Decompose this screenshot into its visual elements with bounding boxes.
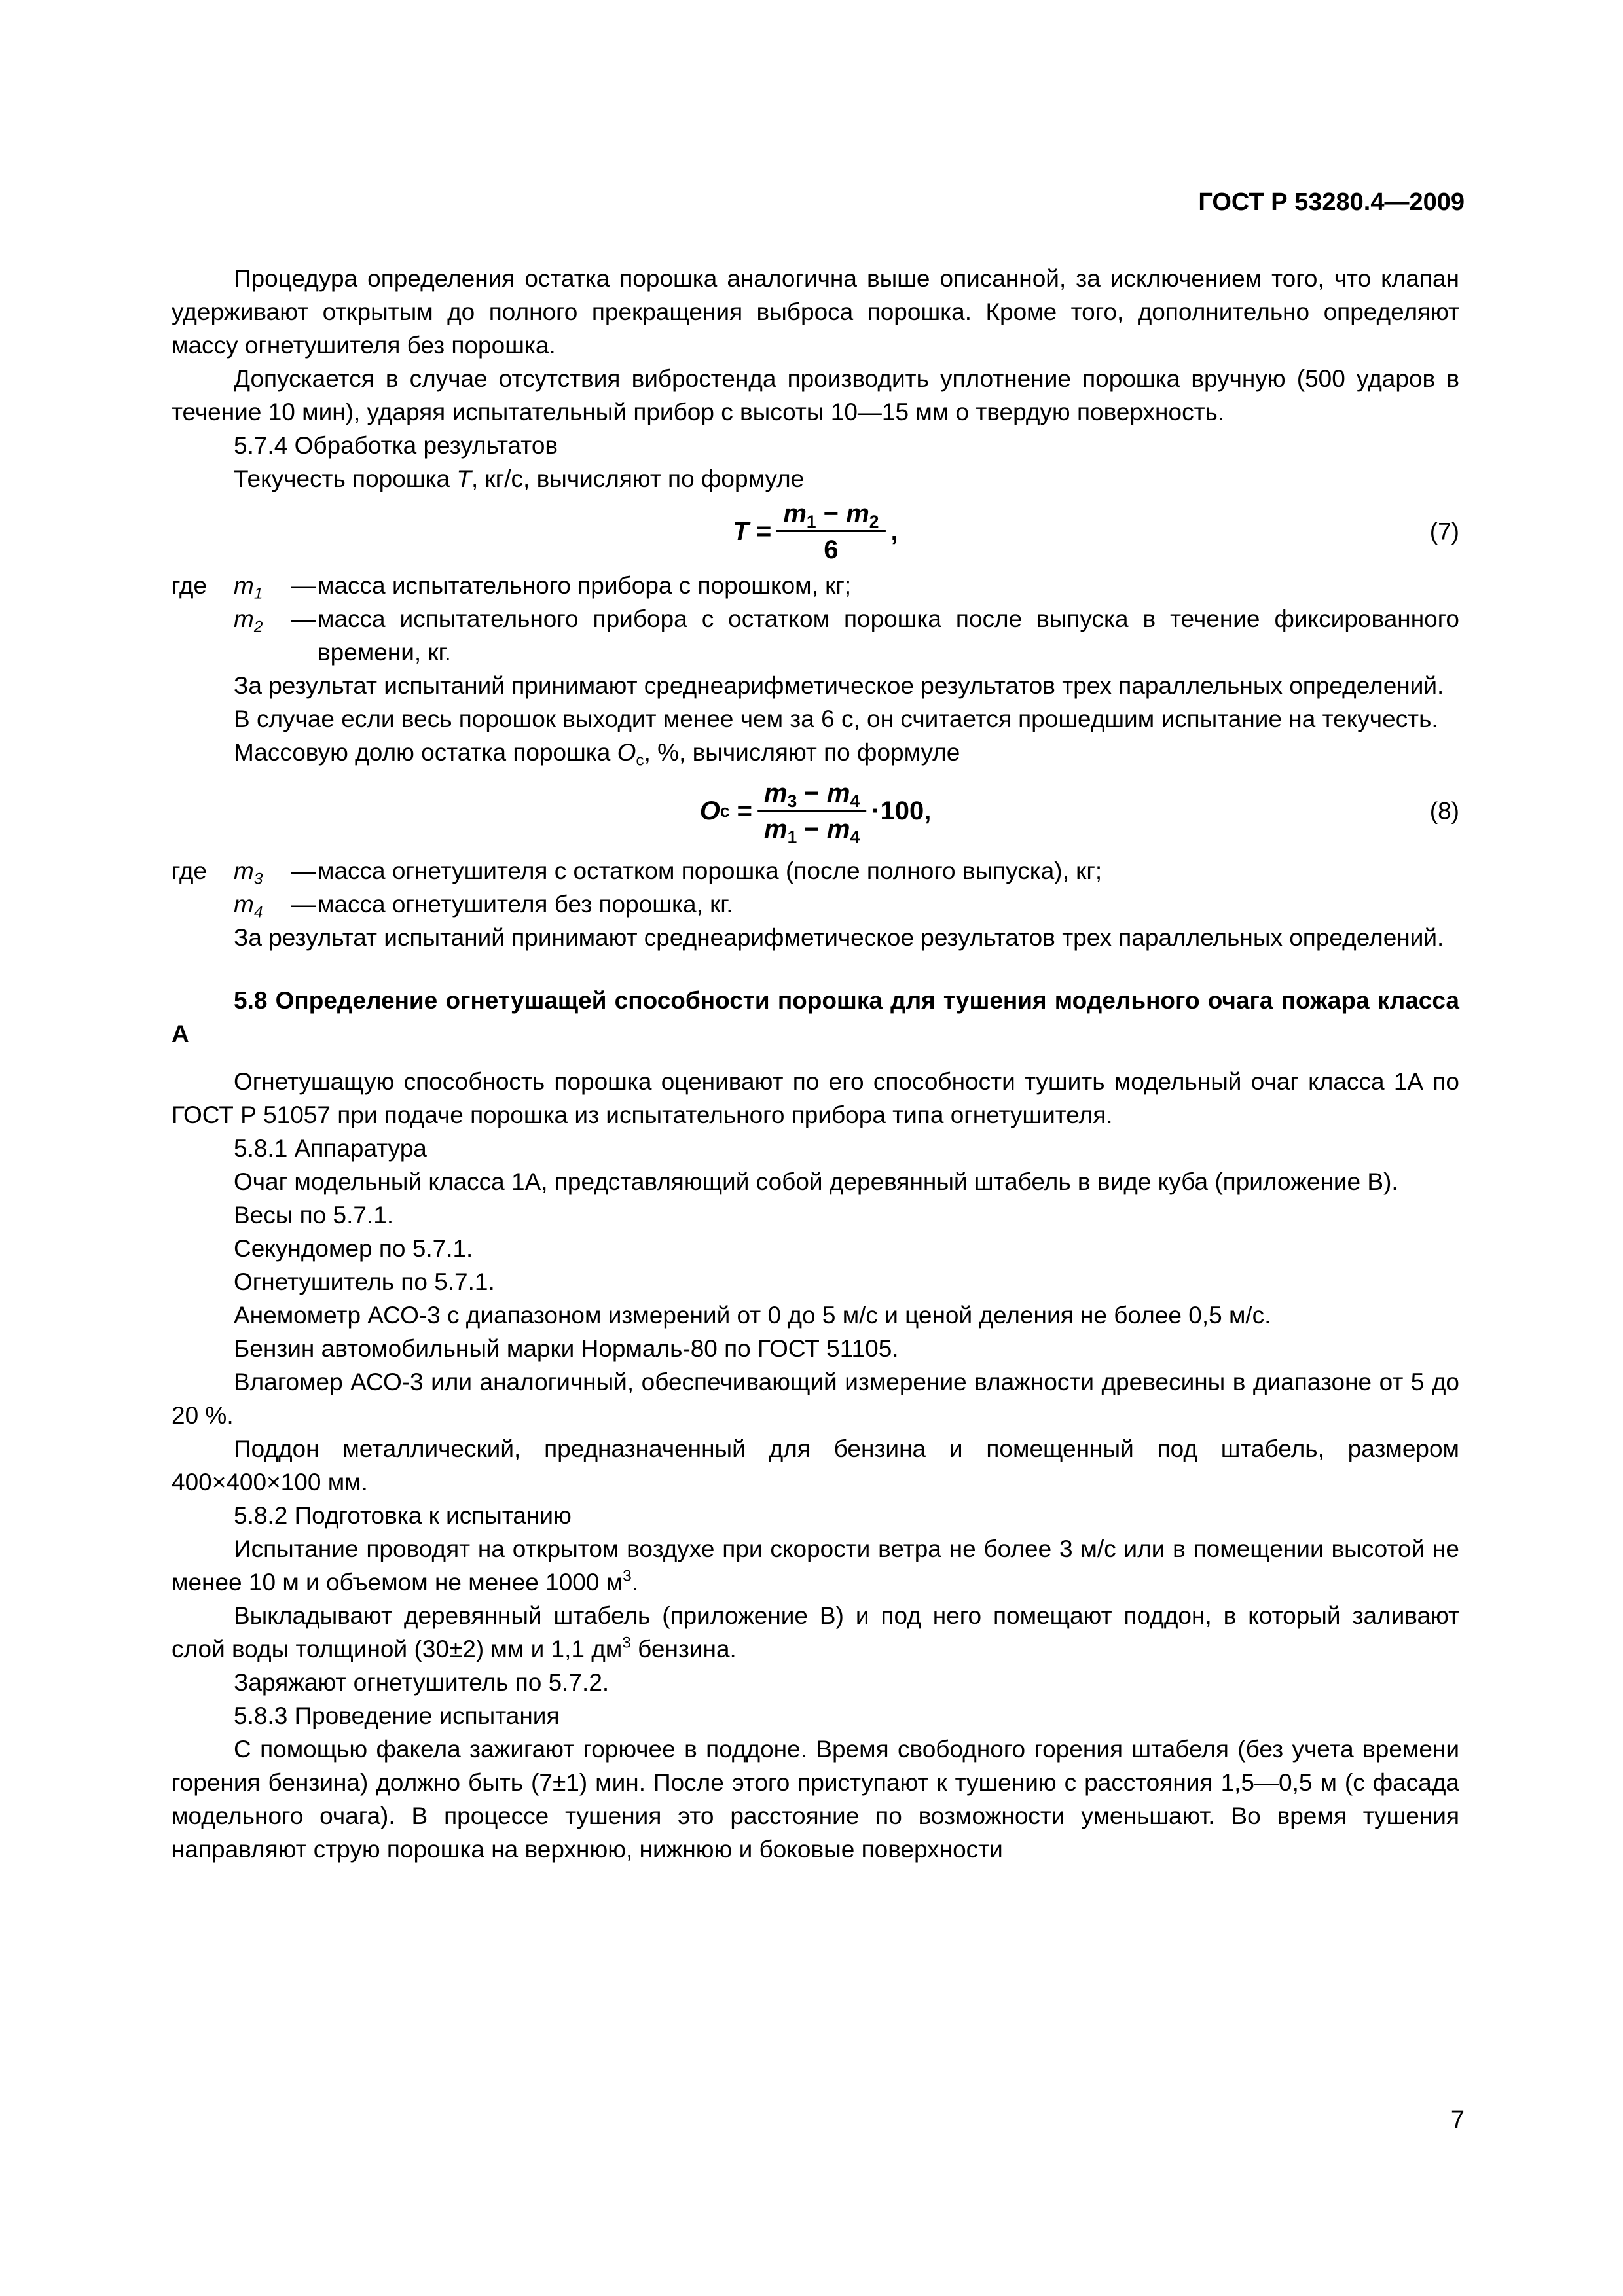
paragraph: Огнетушитель по 5.7.1. bbox=[234, 1268, 495, 1295]
variable-definition: $m_4$ — масса огнетушителя без порошка, кг. bbox=[234, 891, 733, 922]
formula-8-intro: Массовую долю остатка порошка $O_с$, %, вычисляют по формуле bbox=[234, 739, 960, 770]
paragraph: В случае если весь порошок выходит менее чем за 6 с, он считается прошедшим испытание на текучесть. bbox=[234, 706, 1438, 732]
subsection-title: 5.8.1 Аппаратура bbox=[234, 1135, 427, 1162]
section-heading: 5.8 Определение огнетушащей способности порошка для тушения модельного очага пожара класса А bbox=[172, 987, 1459, 1047]
formula-7 bbox=[172, 498, 1459, 565]
fraction: $\frac{m_3 - m_4}{m_1 - m_4}$ bbox=[757, 778, 866, 844]
paragraph: Весы по 5.7.1. bbox=[234, 1202, 394, 1229]
paragraph: Поддон металлический, предназначенный для бензина и помещенный под штабель, размером 400×400×100 мм. bbox=[172, 1435, 1459, 1496]
formula-7-expression: T = $\frac{m_1 - m_2}{6}$ , bbox=[733, 499, 898, 564]
formula-8-expression: O с = $\frac{m_3 - m_4}{m_1 - m_4}$ ·100, bbox=[699, 778, 932, 847]
paragraph: Анемометр АСО-3 с диапазоном измерений от 0 до 5 м/с и ценой деления не более 0,5 м/с. bbox=[234, 1302, 1271, 1329]
variable-definition: где $m_1$ — масса испытательного прибора с порошком, кг; bbox=[172, 572, 852, 603]
document-code-header: ГОСТ Р 53280.4—2009 bbox=[1198, 188, 1465, 216]
page-number: 7 bbox=[1450, 2106, 1465, 2134]
paragraph: Секундомер по 5.7.1. bbox=[234, 1235, 473, 1262]
equation-number: (8) bbox=[1429, 797, 1459, 825]
variable-definition: $m_2$ — масса испытательного прибора с остатком порошка после выпуска в течение фиксированного времени, кг. bbox=[234, 605, 1459, 666]
paragraph: Процедура определения остатка порошка аналогична выше описанной, за исключением того, что клапан удерживают открытым до полного прекращения выброса порошка. Кроме того, дополнительно определяют массу огнетушителя без порошка. bbox=[172, 265, 1459, 359]
subsection-title: 5.7.4 Обработка результатов bbox=[234, 432, 558, 459]
paragraph: Очаг модельный класса 1А, представляющий собой деревянный штабель в виде куба (приложение В). bbox=[234, 1168, 1398, 1195]
subsection-title: 5.8.3 Проведение испытания bbox=[234, 1702, 560, 1729]
paragraph: Влагомер АСО-3 или аналогичный, обеспечивающий измерение влажности древесины в диапазоне от 5 до 20 %. bbox=[172, 1369, 1459, 1429]
formula-8 bbox=[172, 772, 1459, 850]
body-text bbox=[172, 262, 1459, 1866]
variable-definition: где $m_3$ — масса огнетушителя с остатком порошка (после полного выпуска), кг; bbox=[172, 857, 1103, 888]
equation-number: (7) bbox=[1429, 518, 1459, 545]
paragraph: Бензин автомобильный марки Нормаль-80 по ГОСТ 51105. bbox=[234, 1335, 899, 1362]
paragraph: Огнетушащую способность порошка оценивают по его способности тушить модельный очаг класса 1А по ГОСТ Р 51057 при подаче порошка из испытательного прибора типа огнетушителя. bbox=[172, 1068, 1459, 1128]
paragraph: Испытание проводят на открытом воздухе при скорости ветра не более 3 м/с или в помещении высотой не менее 10 м и объемом не менее 1000 $м^3$. bbox=[172, 1535, 1459, 1596]
fraction: $\frac{m_1 - m_2}{6}$ bbox=[776, 499, 885, 565]
paragraph: Выкладывают деревянный штабель (приложение В) и под него помещают поддон, в который заливают слой воды толщиной (30±2) мм и 1,1 $дм^3$ бензина. bbox=[172, 1602, 1459, 1662]
paragraph: За результат испытаний принимают среднеарифметическое результатов трех параллельных определений. bbox=[234, 924, 1444, 951]
subsection-title: 5.8.2 Подготовка к испытанию bbox=[234, 1502, 572, 1529]
paragraph: За результат испытаний принимают среднеарифметическое результатов трех параллельных определений. bbox=[234, 672, 1444, 699]
formula-7-intro: Текучесть порошка T, кг/с, вычисляют по формуле bbox=[234, 465, 805, 492]
paragraph: Допускается в случае отсутствия вибростенда производить уплотнение порошка вручную (500 ударов в течение 10 мин), ударяя испытательный прибор с высоты 10—15 мм о твердую поверхность. bbox=[172, 365, 1459, 425]
paragraph: Заряжают огнетушитель по 5.7.2. bbox=[234, 1669, 610, 1696]
paragraph: С помощью факела зажигают горючее в поддоне. Время свободного горения штабеля (без учета времени горения бензина) должно быть (7±1) мин. После этого приступают к тушению с расстояния 1,5—0,5 м (с фасада модельного очага). В процессе тушения это расстояние по возможности уменьшают. Во время тушения направляют струю порошка на верхнюю, нижнюю и боковые поверхности bbox=[172, 1736, 1459, 1863]
